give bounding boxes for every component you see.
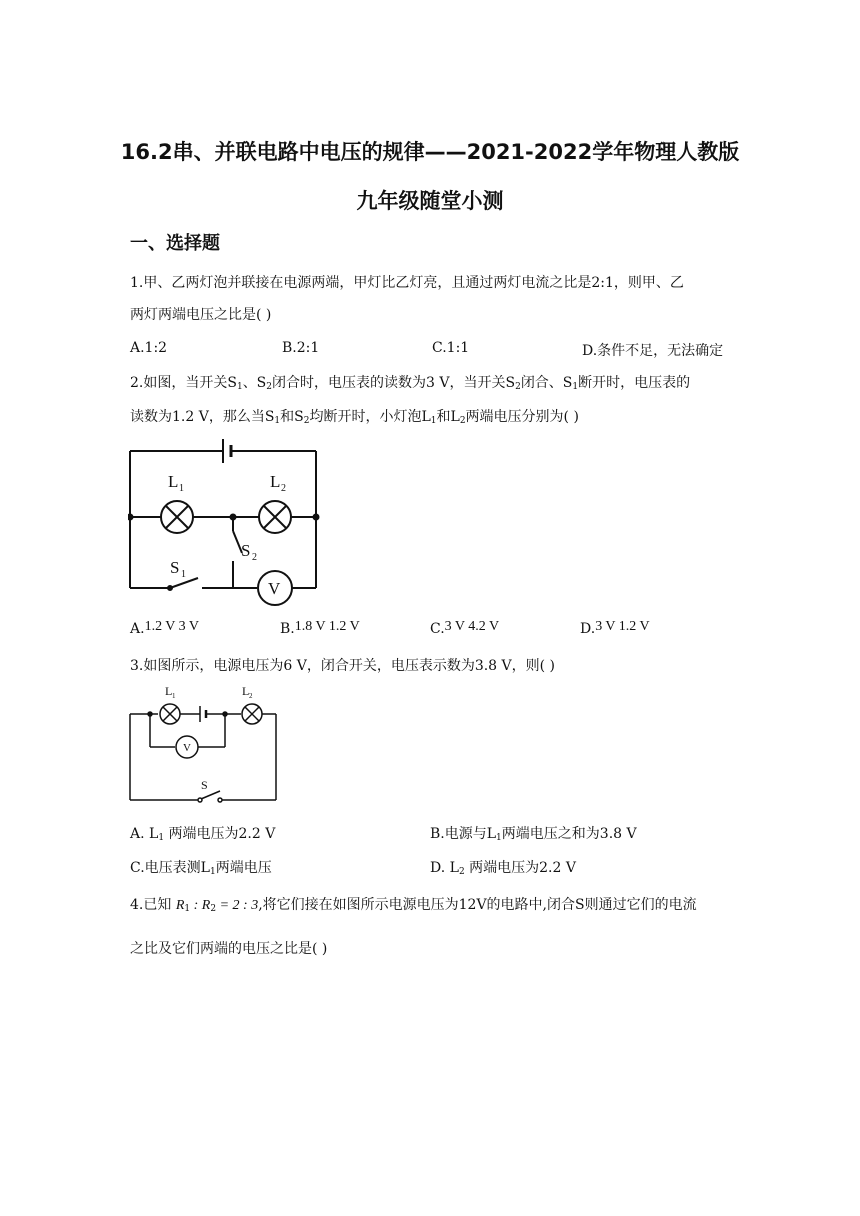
q2-text: 和S (280, 409, 304, 425)
q4-line1 (130, 894, 697, 914)
q4-sub: 1 (184, 904, 191, 914)
label-l1-sub: 1 (179, 483, 184, 494)
q3-text: 两端电压 (215, 860, 272, 876)
q4-ratio: = 2 : 3 (216, 898, 259, 913)
q2-circuit-diagram (128, 433, 328, 608)
q2-option-b-label: B. (280, 621, 295, 637)
q4-r2: R (201, 898, 211, 913)
q2-option-c (430, 621, 499, 638)
q3-sub: 1 (209, 867, 216, 877)
q2-option-b-value: 1.8 V 1.2 V (294, 619, 360, 634)
q3-option-c (130, 857, 272, 877)
q4-line2: 之比及它们两端的电压之比是( ) (130, 941, 328, 957)
q3-text: A. (130, 826, 145, 842)
junction-dot (128, 515, 133, 520)
q2-option-a-label: A. (130, 621, 145, 637)
label-l2-sub: 2 (281, 483, 286, 494)
label-s1: S (170, 558, 180, 577)
q2-option-d-label: D. (580, 621, 596, 637)
q2-option-d (580, 621, 650, 638)
q2-line2 (130, 406, 579, 426)
q2-option-c-value: 3 V 4.2 V (444, 619, 500, 634)
q2-option-d-value: 3 V 1.2 V (595, 619, 650, 634)
label-l2: L (242, 684, 250, 698)
document-title-line2: 九年级随堂小测 (356, 189, 504, 213)
q2-text: 均断开时，小灯泡L (309, 409, 431, 425)
q1-line2: 两灯两端电压之比是( ) (130, 307, 272, 323)
q3-option-d (430, 857, 576, 877)
label-v: V (268, 579, 281, 598)
q3-text: 两端电压为2.2 V (168, 826, 276, 842)
section-heading: 一、选择题 (130, 233, 220, 254)
label-v: V (183, 742, 191, 754)
q2-option-a (130, 621, 199, 638)
label-l2: L (270, 472, 281, 491)
q3-text: 两端电压为2.2 V (469, 860, 576, 876)
q2-sub: 1 (430, 416, 437, 426)
q2-sub: 1 (274, 416, 281, 426)
label-s2: S (241, 541, 251, 560)
q3-option-a (130, 823, 275, 843)
q2-sub: 2 (515, 382, 521, 392)
q3-circuit-diagram (128, 683, 278, 803)
q2-text: 读数为1.2 V，那么当S (130, 409, 275, 425)
q4-r1: R (175, 898, 185, 913)
label-l1: L (168, 472, 179, 491)
q2-text: 闭合、S (520, 375, 573, 391)
q1-line1: 1.甲、乙两灯泡并联接在电源两端，甲灯比乙灯亮，且通过两灯电流之比是2:1，则甲、乙 (130, 275, 684, 291)
lamp-l2-icon (242, 704, 262, 724)
q3-option-b (430, 823, 637, 843)
q3-text: 两端电压之和为3.8 V (501, 826, 637, 842)
q2-option-c-label: C. (430, 621, 445, 637)
q2-text: 两端电压分别为( ) (465, 409, 579, 425)
q2-text: 、S (242, 375, 267, 391)
label-l1: L (165, 684, 173, 698)
q1-option-d: D.条件不足，无法确定 (582, 343, 724, 359)
q1-option-b: B.2:1 (282, 340, 320, 356)
switch-s-icon (201, 791, 220, 799)
label-l1-sub: 1 (172, 692, 176, 700)
q2-text: 和L (436, 409, 460, 425)
label-s: S (201, 778, 208, 792)
q2-sub: 2 (266, 382, 273, 392)
q3-sub: 1 (158, 833, 165, 843)
q2-option-a-value: 1.2 V 3 V (144, 619, 200, 634)
q3-sub: 2 (458, 867, 465, 877)
document-title-line1: 16.2串、并联电路中电压的规律——2021-2022学年物理人教版 (120, 140, 740, 164)
q3-text: B.电源与L (430, 826, 497, 842)
q2-sub: 1 (572, 382, 579, 392)
q2-text: 2.如图，当开关S (130, 375, 237, 391)
label-s2-sub: 2 (252, 552, 257, 563)
q4-text: 4.已知 (130, 897, 172, 913)
lamp-l1-icon (160, 704, 180, 724)
q4-colon: : (190, 898, 202, 913)
q4-text: ,将它们接在如图所示电源电压为12V的电路中,闭合S则通过它们的电流 (258, 897, 697, 913)
q2-sub: 1 (236, 382, 243, 392)
junction-dot (314, 515, 319, 520)
q2-line1 (130, 372, 690, 392)
q3-text: L (449, 860, 459, 876)
lamp-l2-icon (259, 501, 291, 533)
lamp-l1-icon (161, 501, 193, 533)
q3-sub: 1 (496, 833, 502, 843)
q2-text: 闭合时，电压表的读数为3 V，当开关S (272, 375, 516, 391)
q2-sub: 2 (459, 416, 466, 426)
q1-option-c: C.1:1 (432, 340, 470, 356)
q3-text: L (149, 826, 159, 842)
label-s1-sub: 1 (181, 569, 186, 580)
q3-text: C.电压表测L (130, 860, 210, 876)
label-l2-sub: 2 (249, 692, 253, 700)
q2-sub: 2 (303, 416, 310, 426)
q3-line1: 3.如图所示，电源电压为6 V，闭合开关，电压表示数为3.8 V，则( ) (130, 658, 556, 674)
q2-text: 断开时，电压表的 (578, 375, 691, 391)
q1-option-a: A.1:2 (130, 340, 168, 356)
q4-sub: 2 (210, 904, 217, 914)
q2-option-b (280, 621, 360, 638)
q3-text: D. (430, 860, 446, 876)
switch-contact (218, 798, 222, 802)
